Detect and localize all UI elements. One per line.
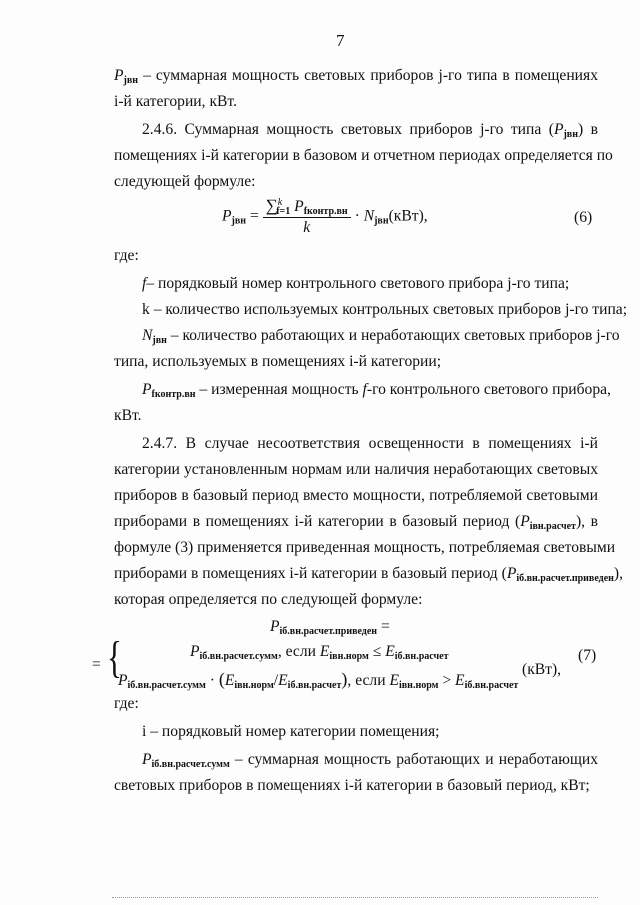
formula-7-brace: { bbox=[107, 633, 122, 682]
definition-p-line1: $P_{fконтр.вн}$ – измеренная мощность f-го контрольного светового прибора, bbox=[142, 381, 611, 400]
definition-f: f– порядковый номер контрольного светового прибора j-го типа; bbox=[142, 275, 570, 292]
formula-7-case1: $P_{iб.вн.расчет.сумм}$, если $E_{iвн.норм} \le E_{iб.вн.расчет}$ bbox=[190, 643, 449, 662]
definition-p-line2: кВт. bbox=[114, 407, 142, 424]
section-247-line3: приборов в базовый период вместо мощности, потребляемой световыми bbox=[114, 487, 598, 504]
section-246-line2: помещениях i-й категории в базовом и отчетном периодах определяется по bbox=[114, 147, 613, 164]
formula-7-number: (7) bbox=[578, 647, 597, 664]
definition-psum-line2: световых приборов в помещениях i-й категории в базовый период, кВт; bbox=[114, 777, 590, 794]
page-number: 7 bbox=[336, 31, 345, 50]
section-247-line7: которая определяется по следующей формуле: bbox=[114, 591, 423, 608]
formula-7-eq: = bbox=[92, 656, 101, 673]
bottom-rule bbox=[112, 897, 598, 898]
section-246-line1: 2.4.6. Суммарная мощность световых приборов j-го типа $(P_{jвн})$ в bbox=[142, 121, 598, 140]
symbol-p: P bbox=[114, 67, 124, 84]
formula-6-fraction: $\frac{\sum^k_{f=1} P_{fконтр.вн}}{k}$ bbox=[263, 196, 351, 238]
definition-i: i – порядковый номер категории помещения; bbox=[142, 723, 440, 740]
definition-n-line2: типа, используемых в помещениях i-й категории; bbox=[114, 353, 442, 370]
definition-psum-line1: $P_{iб.вн.расчет.сумм}$ – суммарная мощность работающих и неработающих bbox=[142, 751, 598, 770]
formula-7-lhs: $P_{iб.вн.расчет.приведен}$ = bbox=[270, 618, 390, 637]
where-label-2: где: bbox=[114, 695, 139, 712]
section-247-line5: формуле (3) применяется приведенная мощность, потребляемая световыми bbox=[114, 539, 616, 556]
section-246-line3: следующей формуле: bbox=[114, 173, 256, 190]
paragraph-pjvn-line2: i-й категории, кВт. bbox=[114, 93, 237, 110]
formula-7-unit: (кВт), bbox=[522, 661, 562, 678]
definition-k: k – количество используемых контрольных световых приборов j-го типа; bbox=[142, 301, 628, 318]
formula-6: $P_{jвн}$ = $\frac{\sum^k_{f=1} P_{fконтр.вн}}{k}$ · $N_{jвн}(кВт)$, bbox=[222, 196, 428, 236]
definition-n-line1: $N_{jвн}$ – количество работающих и неработающих световых приборов j-го bbox=[142, 327, 620, 346]
section-247-line6: приборами в помещениях i-й категории в базовый период $(P_{iб.вн.расчет.приведен})$, bbox=[114, 565, 623, 584]
section-247-line2: категории установленным нормам или наличия неработающих световых bbox=[114, 461, 598, 478]
where-label-1: где: bbox=[114, 247, 139, 264]
section-247-line1: 2.4.7. В случае несоответствия освещенности в помещениях i-й bbox=[142, 435, 598, 452]
formula-7-case2: $P_{iб.вн.расчет.сумм} \cdot (E_{iвн.норм}/E_{iб.вн.расчет})$, если $E_{iвн.норм} > E_{iб.вн.расчет}$ bbox=[118, 669, 519, 691]
section-247-line4: приборами в помещениях i-й категории в базовый период $(P_{iвн.расчет})$, в bbox=[114, 513, 598, 532]
formula-6-number: (6) bbox=[574, 209, 593, 226]
paragraph-pjvn-line1: $P_{jвн}$ – суммарная мощность световых приборов j-го типа в помещениях bbox=[114, 67, 598, 86]
